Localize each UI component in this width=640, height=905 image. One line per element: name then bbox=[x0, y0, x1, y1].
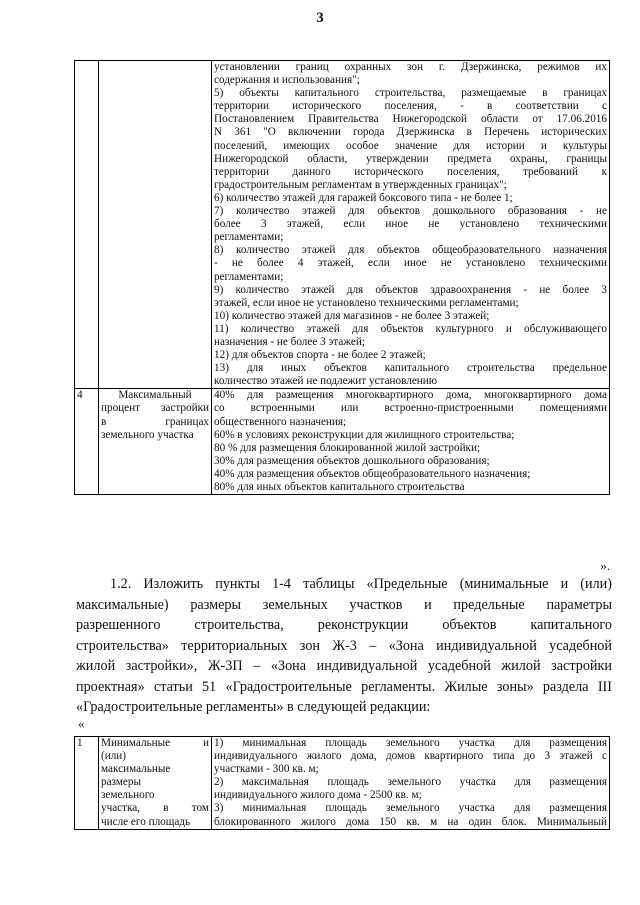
text-line: 3) минимальная площадь земельного участка для размещения bbox=[214, 802, 607, 815]
text-line: участками - 300 кв. м; bbox=[214, 763, 319, 776]
text-line: 1) минимальная площадь земельного участка для размещения bbox=[214, 737, 607, 749]
text-line: общественного назначения; bbox=[214, 415, 347, 428]
regulations-table-new bbox=[74, 736, 610, 830]
parameter-value-cell bbox=[212, 737, 610, 830]
text-line: этажей, если иное не установлено техническими регламентами; bbox=[214, 296, 519, 309]
row-number-cell bbox=[75, 61, 99, 389]
table-row bbox=[75, 61, 610, 389]
text-line: в границах bbox=[101, 415, 209, 428]
closing-quote: ». bbox=[600, 558, 610, 573]
parameter-name-cell bbox=[99, 61, 212, 389]
parameter-name-cell bbox=[99, 737, 212, 830]
text-line: числе его площадь bbox=[101, 815, 191, 828]
text-line: территории данного исторического поселения, требований к bbox=[214, 165, 607, 178]
text-line: 60% в условиях реконструкции для жилищного строительства; bbox=[214, 428, 515, 441]
text-line: поселений, имеющих особое значение для истории и культуры bbox=[214, 139, 607, 152]
page-number: 3 bbox=[316, 10, 324, 26]
text-line: 80 % для размещения блокированной жилой застройки; bbox=[214, 441, 481, 454]
paragraph-line: проектная» статьи 51 «Градостроительные регламенты. Жилые зоны» раздела III bbox=[76, 678, 612, 695]
text-line: индивидуального жилого дома - 2500 кв. м; bbox=[214, 789, 422, 802]
text-line: блокированного жилого дома 150 кв. м на один блок. Минимальный bbox=[214, 815, 607, 828]
parameter-value-cell bbox=[212, 389, 610, 495]
text-line: процент застройки bbox=[101, 402, 209, 415]
text-line: размеры bbox=[101, 776, 141, 789]
text-line: 11) количество этажей для объектов культурного и обслуживающего bbox=[214, 322, 607, 335]
paragraph-line: жилой застройки», Ж-3П – «Зона индивидуальной усадебной жилой застройки bbox=[76, 658, 612, 674]
text-line: территории исторического поселения, - в соответствии с bbox=[214, 100, 607, 113]
text-line: индивидуального жилого дома, домов квартирного типа до 3 этажей с bbox=[214, 750, 607, 763]
text-line: земельного участка bbox=[101, 428, 194, 441]
row-number-cell: 4 bbox=[75, 389, 99, 495]
text-line: 13) для иных объектов капитального строительства предельное bbox=[214, 362, 607, 375]
table-row bbox=[75, 389, 610, 495]
text-line: максимальные bbox=[101, 763, 171, 776]
paragraph-line: разрешенного строительства, реконструкции объектов капитального bbox=[76, 617, 612, 633]
row-number-cell: 1 bbox=[75, 737, 99, 830]
text-line: количество этажей не подлежит установлению bbox=[214, 375, 438, 388]
text-line: 9) количество этажей для объектов здравоохранения - не более 3 bbox=[214, 283, 607, 296]
text-line: содержания и использования"; bbox=[214, 74, 360, 87]
text-line: N 361 "О включении города Дзержинска в Перечень исторических bbox=[214, 126, 607, 139]
paragraph-line: максимальные) размеры земельных участков и предельные параметры bbox=[76, 596, 612, 613]
text-line: Минимальные и bbox=[101, 737, 209, 749]
text-line: 6) количество этажей для гаражей боксового типа - не более 1; bbox=[214, 191, 513, 204]
text-line: земельного bbox=[101, 789, 155, 802]
text-line: 2) максимальная площадь земельного участка для размещения bbox=[214, 776, 607, 789]
text-line: установлении границ охранных зон г. Дзержинска, режимов их bbox=[214, 61, 607, 73]
text-line: 7) количество этажей для объектов дошкольного образования - не bbox=[214, 205, 607, 218]
text-line: 12) для объектов спорта - не более 2 этажей; bbox=[214, 349, 426, 362]
text-line: более 3 этажей, если иное не установлено техническими bbox=[214, 218, 607, 231]
text-line: 10) количество этажей для магазинов - не более 3 этажей; bbox=[214, 309, 490, 322]
text-line: назначения - не более 3 этажей; bbox=[214, 335, 365, 348]
text-line: со встроенными или встроенно-пристроенными помещениями bbox=[214, 402, 607, 415]
text-line: градостроительным регламентам в утвержденных границах"; bbox=[214, 178, 507, 191]
text-line: регламентами; bbox=[214, 270, 284, 283]
regulations-table-continued bbox=[74, 60, 610, 495]
parameter-value-cell bbox=[212, 61, 610, 389]
text-line: 40% для размещения объектов общеобразовательного назначения; bbox=[214, 467, 531, 480]
opening-quote: « bbox=[78, 716, 85, 731]
text-line: (или) bbox=[101, 750, 127, 763]
text-line: 40% для размещения многоквартирного дома, многоквартирного дома bbox=[214, 389, 607, 402]
text-line: Максимальный bbox=[118, 389, 192, 402]
text-line: участка, в том bbox=[101, 802, 209, 815]
text-line: Постановлением Правительства Нижегородской области от 17.06.2016 bbox=[214, 113, 607, 126]
text-line: 8) количество этажей для объектов общеобразовательного назначения bbox=[214, 244, 607, 257]
text-line: регламентами; bbox=[214, 231, 284, 244]
paragraph-line: «Градостроительные регламенты» в следующей редакции: bbox=[76, 699, 431, 715]
text-line: 30% для размещения объектов дошкольного образования; bbox=[214, 454, 490, 467]
text-line: 5) объекты капитального строительства, размещаемые в границах bbox=[214, 87, 607, 100]
text-line: 80% для иных объектов капитального строительства bbox=[214, 481, 465, 493]
parameter-name-cell bbox=[99, 389, 212, 495]
paragraph-line: 1.2. Изложить пункты 1-4 таблицы «Предельные (минимальные и (или) bbox=[110, 576, 612, 592]
text-line: Нижегородской области, утверждении предмета охраны, границы bbox=[214, 152, 607, 165]
paragraph-line: строительства» территориальных зон Ж-3 – «Зона индивидуальной усадебной bbox=[76, 637, 612, 654]
table-row bbox=[75, 737, 610, 830]
text-line: - не более 4 этажей, если иное не установлено техническими bbox=[214, 257, 607, 270]
amendment-paragraph bbox=[76, 574, 612, 718]
